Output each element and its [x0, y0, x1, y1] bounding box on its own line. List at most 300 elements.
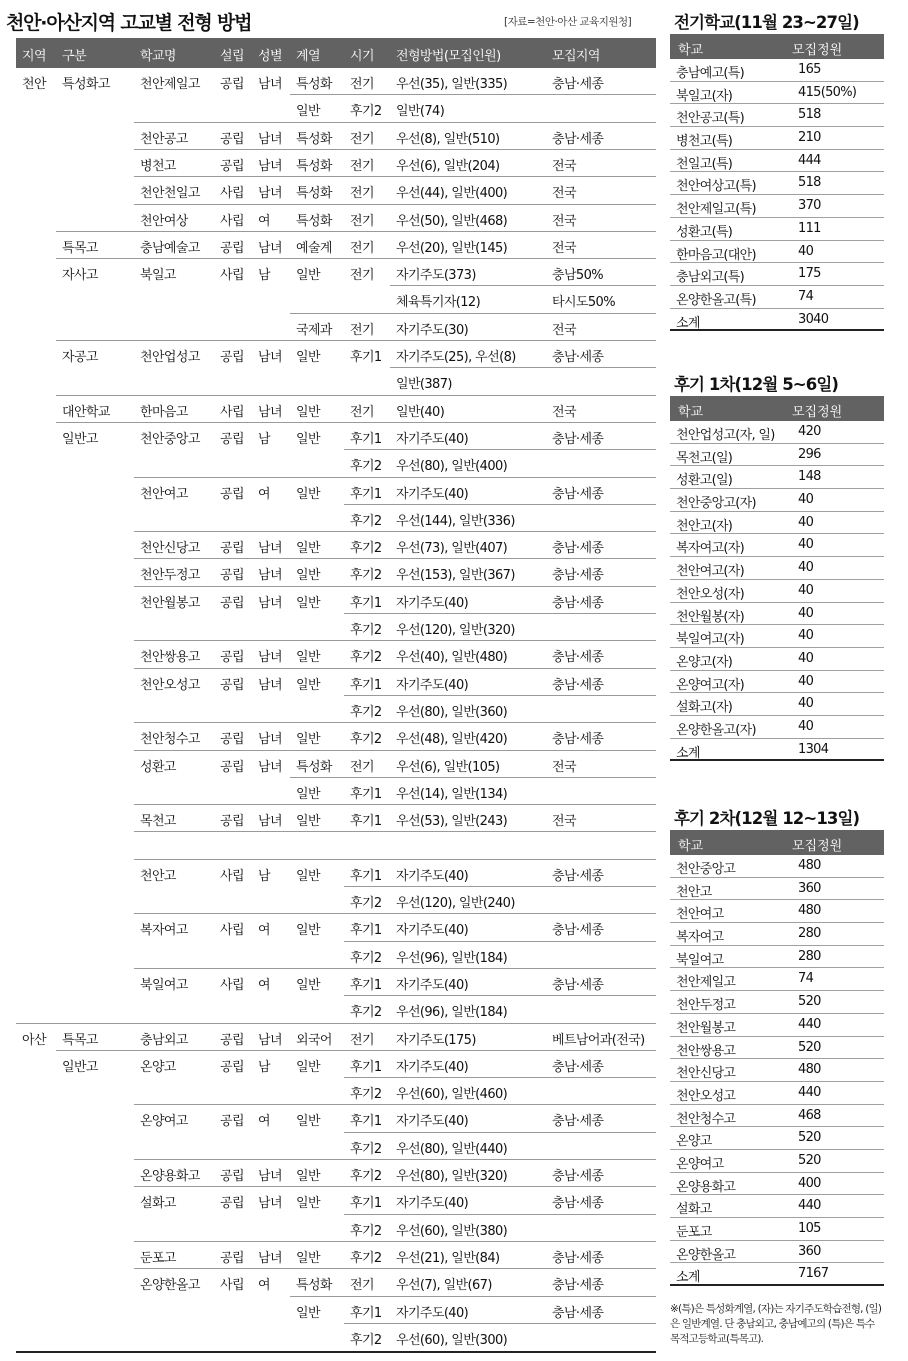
cell-period: 전기	[350, 1278, 374, 1294]
table-row	[16, 1078, 656, 1105]
side-table-row	[670, 991, 884, 1014]
cell-period: 후기1	[350, 677, 382, 693]
cell-category: 특목고	[62, 1032, 98, 1048]
side-table-row	[670, 512, 884, 535]
cell-area: 충남·세종	[552, 568, 604, 584]
cell-method: 우선(96), 일반(184)	[396, 1005, 508, 1021]
cell-school: 북일여고	[140, 977, 188, 993]
cell-method: 우선(60), 일반(380)	[396, 1223, 508, 1239]
cell-track: 일반	[296, 814, 320, 830]
cell-track: 일반	[296, 923, 320, 939]
cell-area: 충남·세종	[552, 1059, 604, 1075]
cell-period: 후기1	[350, 350, 382, 365]
side-table-row	[670, 1014, 884, 1037]
cell-track: 예술계	[296, 240, 332, 256]
cell-area: 충남·세종	[552, 541, 604, 557]
cell-track: 특성화	[296, 131, 332, 147]
cell-area: 충남·세종	[552, 1305, 604, 1321]
side-table-row	[670, 172, 884, 195]
cell-gender: 남녀	[258, 650, 282, 666]
school-name: 온양한올고	[676, 1247, 736, 1263]
cell-track: 특성화	[296, 759, 332, 775]
side-table-row	[670, 1195, 884, 1218]
cell-track: 일반	[296, 431, 320, 447]
cell-period: 후기2	[350, 1169, 382, 1184]
row-divider	[134, 1268, 656, 1269]
cell-method: 자기주도(40)	[396, 977, 469, 993]
table-row	[16, 1051, 656, 1078]
row-divider	[290, 94, 656, 95]
side-table-row	[670, 534, 884, 557]
cell-founding: 공립	[220, 77, 244, 92]
cell-founding: 공립	[220, 650, 244, 666]
side-table-row	[670, 286, 884, 309]
row-divider	[344, 941, 656, 942]
cell-area: 전국	[552, 814, 576, 830]
cell-school: 목천고	[140, 814, 176, 830]
side-table-row	[670, 648, 884, 671]
school-name: 온양용화고	[676, 1179, 736, 1195]
cell-school: 한마음고	[140, 404, 188, 420]
cell-area: 베트남어과(전국)	[552, 1032, 645, 1048]
table-row	[16, 860, 656, 887]
school-name: 천안오성고	[676, 1088, 736, 1104]
cell-gender: 여	[258, 1114, 270, 1130]
table-row	[16, 559, 656, 586]
table-row	[16, 1297, 656, 1324]
capacity-value: 280	[798, 948, 821, 964]
cell-track: 국제과	[296, 322, 332, 338]
capacity-value: 175	[798, 266, 821, 282]
row-divider	[344, 1132, 656, 1133]
school-name: 소계	[676, 315, 700, 331]
cell-track: 일반	[296, 732, 320, 748]
row-divider	[134, 968, 656, 969]
cell-method: 우선(96), 일반(184)	[396, 950, 508, 966]
capacity-value: 480	[798, 1062, 821, 1078]
cell-method: 우선(120), 일반(240)	[396, 896, 515, 911]
side-table-row	[670, 104, 884, 127]
side-table-row	[670, 739, 884, 762]
side-table-row	[670, 900, 884, 923]
row-divider	[56, 1050, 656, 1051]
school-name: 북일여고	[676, 952, 724, 968]
capacity-value: 520	[798, 1152, 821, 1168]
school-name: 온양한올고(특)	[676, 292, 756, 308]
capacity-value: 518	[798, 175, 821, 191]
cell-school: 천안여상	[140, 213, 188, 229]
cell-period: 후기1	[350, 1114, 382, 1130]
cell-period: 후기2	[350, 950, 382, 966]
cell-gender: 여	[258, 213, 270, 229]
table-row	[16, 259, 656, 286]
side-table-row	[670, 878, 884, 901]
cell-method: 자기주도(40)	[396, 431, 469, 447]
header-school: 학교	[678, 839, 704, 854]
cell-method: 우선(21), 일반(84)	[396, 1250, 500, 1266]
cell-period: 후기1	[350, 1196, 382, 1212]
cell-gender: 남녀	[258, 595, 282, 611]
cell-period: 전기	[350, 268, 374, 284]
cell-gender: 남녀	[258, 1196, 282, 1212]
cell-period: 전기	[350, 759, 374, 775]
cell-area: 충남·세종	[552, 1196, 604, 1212]
capacity-value: 1304	[798, 741, 829, 757]
cell-period: 전기	[350, 158, 374, 174]
table-row	[16, 614, 656, 641]
row-divider	[134, 1104, 656, 1105]
row-divider	[344, 504, 656, 505]
header-school: 학교명	[140, 49, 176, 64]
cell-school: 천안오성고	[140, 677, 200, 693]
capacity-value: 444	[798, 152, 821, 168]
table-row	[16, 641, 656, 668]
school-name: 천안월봉(자)	[676, 609, 745, 625]
table-row	[16, 95, 656, 122]
cell-area: 충남·세종	[552, 350, 604, 365]
cell-founding: 공립	[220, 131, 244, 147]
capacity-value: 360	[798, 1243, 821, 1259]
cell-period: 전기	[350, 186, 374, 202]
school-name: 천안신당고	[676, 1066, 736, 1082]
table-row	[16, 832, 656, 859]
school-name: 병천고(특)	[676, 134, 733, 150]
cell-track: 특성화	[296, 158, 332, 174]
cell-area: 충남·세종	[552, 1278, 604, 1294]
side-table-row	[670, 444, 884, 467]
cell-gender: 남녀	[258, 350, 282, 365]
header-category: 구분	[62, 49, 86, 64]
capacity-value: 40	[798, 696, 814, 712]
cell-school: 온양용화고	[140, 1169, 200, 1184]
cell-period: 후기2	[350, 1005, 382, 1021]
school-name: 온양여고(자)	[676, 677, 745, 693]
cell-area: 전국	[552, 186, 576, 202]
cell-school: 설화고	[140, 1196, 176, 1212]
side-table-row	[670, 1263, 884, 1286]
cell-founding: 공립	[220, 595, 244, 611]
cell-method: 자기주도(40)	[396, 923, 469, 939]
school-name: 천안중앙고	[676, 862, 736, 877]
school-name: 성환고(특)	[676, 224, 733, 240]
cell-method: 우선(50), 일반(468)	[396, 213, 508, 229]
row-divider	[344, 449, 656, 450]
table-row	[16, 450, 656, 477]
cell-founding: 사립	[220, 213, 244, 229]
cell-period: 후기2	[350, 1250, 382, 1266]
school-name: 온양한올고(자)	[676, 722, 756, 738]
cell-track: 일반	[296, 568, 320, 584]
cell-founding: 공립	[220, 486, 244, 502]
capacity-value: 440	[798, 1016, 821, 1032]
table-row	[16, 887, 656, 914]
cell-period: 전기	[350, 322, 374, 338]
side-table-row	[670, 1218, 884, 1241]
table-row	[16, 1269, 656, 1296]
cell-method: 우선(80), 일반(360)	[396, 704, 508, 720]
cell-category: 일반고	[62, 431, 98, 447]
school-name: 북일여고(자)	[676, 632, 745, 648]
capacity-value: 148	[798, 469, 821, 485]
cell-method: 자기주도(40)	[396, 1114, 469, 1130]
side-table-row	[670, 1150, 884, 1173]
row-divider	[56, 258, 656, 259]
school-name: 충남예고(특)	[676, 66, 745, 81]
row-divider	[134, 668, 656, 669]
cell-area: 전국	[552, 759, 576, 775]
cell-founding: 공립	[220, 431, 244, 447]
header-school: 학교	[678, 43, 704, 58]
school-name: 천안고(자)	[676, 518, 733, 534]
table-row	[16, 314, 656, 341]
capacity-value: 111	[798, 220, 821, 236]
page-title: 천안·아산지역 고교별 전형 방법	[6, 12, 252, 34]
row-divider	[134, 913, 656, 914]
cell-track: 특성화	[296, 186, 332, 202]
side-table-row	[670, 557, 884, 580]
cell-period: 전기	[350, 240, 374, 256]
cell-founding: 공립	[220, 240, 244, 256]
row-divider	[134, 1159, 656, 1160]
cell-track: 일반	[296, 786, 320, 802]
cell-method: 우선(48), 일반(420)	[396, 732, 508, 748]
cell-gender: 남	[258, 868, 270, 884]
row-divider	[344, 1214, 656, 1215]
capacity-value: 296	[798, 446, 821, 462]
cell-school: 천안중앙고	[140, 431, 200, 447]
cell-method: 자기주도(175)	[396, 1032, 476, 1048]
cell-founding: 공립	[220, 759, 244, 775]
capacity-value: 165	[798, 62, 821, 77]
school-name: 온양고	[676, 1134, 712, 1150]
school-name: 북일고(자)	[676, 88, 733, 104]
table-row	[16, 368, 656, 395]
capacity-value: 40	[798, 537, 814, 553]
cell-region: 아산	[22, 1032, 46, 1048]
capacity-value: 518	[798, 107, 821, 123]
cell-school: 성환고	[140, 759, 176, 775]
school-name: 천일고(특)	[676, 156, 733, 172]
header-period: 시기	[350, 49, 374, 64]
cell-method: 우선(40), 일반(480)	[396, 650, 508, 666]
cell-period: 후기2	[350, 541, 382, 557]
row-divider	[134, 1186, 656, 1187]
cell-period: 후기1	[350, 1059, 382, 1075]
cell-method: 우선(8), 일반(510)	[396, 131, 500, 147]
capacity-value: 40	[798, 673, 814, 689]
school-name: 천안여상고(특)	[676, 179, 756, 195]
side-table-row	[670, 580, 884, 603]
cell-school: 천안제일고	[140, 77, 200, 92]
capacity-value: 480	[798, 903, 821, 919]
row-divider	[344, 995, 656, 996]
cell-founding: 공립	[220, 568, 244, 584]
cell-school: 천안신당고	[140, 541, 200, 557]
table-row	[16, 969, 656, 996]
header-capacity: 모집정원	[792, 405, 843, 420]
cell-area: 충남·세종	[552, 77, 604, 92]
header-region: 지역	[22, 49, 46, 64]
cell-gender: 여	[258, 1278, 270, 1294]
row-divider	[134, 122, 656, 123]
cell-area: 타시도50%	[552, 295, 615, 311]
cell-method: 우선(80), 일반(320)	[396, 1169, 508, 1184]
cell-track: 일반	[296, 104, 320, 120]
cell-method: 자기주도(30)	[396, 322, 469, 338]
cell-track: 일반	[296, 268, 320, 284]
table-row	[16, 232, 656, 259]
cell-method: 우선(20), 일반(145)	[396, 240, 508, 256]
cell-founding: 공립	[220, 677, 244, 693]
cell-track: 일반	[296, 541, 320, 557]
cell-method: 우선(144), 일반(336)	[396, 513, 515, 529]
header-capacity: 모집정원	[792, 839, 843, 854]
school-name: 천안여고(자)	[676, 564, 745, 580]
cell-gender: 남녀	[258, 240, 282, 256]
cell-track: 특성화	[296, 213, 332, 229]
row-divider	[134, 477, 656, 478]
capacity-value: 40	[798, 650, 814, 666]
cell-track: 일반	[296, 1305, 320, 1321]
cell-method: 자기주도(40)	[396, 1305, 469, 1321]
school-name: 천안제일고(특)	[676, 202, 756, 218]
capacity-value: 520	[798, 1039, 821, 1055]
cell-method: 우선(14), 일반(134)	[396, 786, 508, 802]
row-divider	[290, 777, 656, 778]
capacity-value: 40	[798, 718, 814, 734]
table-row	[16, 1242, 656, 1269]
cell-area: 충남·세종	[552, 650, 604, 666]
cell-period: 후기2	[350, 896, 382, 911]
table-row	[16, 1215, 656, 1242]
cell-founding: 사립	[220, 868, 244, 884]
cell-gender: 남	[258, 268, 270, 284]
cell-area: 충남·세종	[552, 1250, 604, 1266]
cell-founding: 사립	[220, 1278, 244, 1294]
cell-gender: 남녀	[258, 404, 282, 420]
cell-founding: 공립	[220, 1032, 244, 1048]
cell-school: 온양한올고	[140, 1278, 200, 1294]
cell-track: 특성화	[296, 1278, 332, 1294]
cell-period: 후기2	[350, 513, 382, 529]
cell-method: 일반(387)	[396, 377, 452, 393]
cell-track: 일반	[296, 677, 320, 693]
cell-method: 우선(44), 일반(400)	[396, 186, 508, 202]
school-name: 둔포고	[676, 1225, 712, 1240]
table-header	[16, 38, 656, 68]
capacity-value: 520	[798, 994, 821, 1010]
cell-founding: 사립	[220, 404, 244, 420]
side-table-row	[670, 218, 884, 241]
table-row	[16, 286, 656, 313]
cell-method: 우선(73), 일반(407)	[396, 541, 508, 557]
cell-gender: 남녀	[258, 732, 282, 748]
cell-area: 충남·세종	[552, 1114, 604, 1130]
cell-method: 우선(53), 일반(243)	[396, 814, 508, 830]
cell-area: 충남·세종	[552, 977, 604, 993]
cell-area: 전국	[552, 213, 576, 229]
cell-school: 병천고	[140, 158, 176, 174]
row-divider	[56, 395, 656, 396]
side-table-row	[670, 421, 884, 444]
cell-method: 자기주도(40)	[396, 1059, 469, 1075]
cell-method: 우선(6), 일반(105)	[396, 759, 500, 775]
cell-area: 충남50%	[552, 268, 604, 284]
cell-school: 천안쌍용고	[140, 650, 200, 666]
school-name: 천안청수고	[676, 1111, 736, 1127]
row-divider	[390, 285, 656, 286]
side-table-row	[670, 150, 884, 173]
side-table-title: 후기 1차(12월 5~6일)	[674, 375, 838, 394]
table-row	[16, 1324, 656, 1351]
row-divider	[134, 859, 656, 860]
cell-gender: 남녀	[258, 77, 282, 92]
capacity-value: 440	[798, 1198, 821, 1214]
cell-method: 자기주도(40)	[396, 595, 469, 611]
cell-area: 전국	[552, 240, 576, 256]
cell-gender: 남녀	[258, 541, 282, 557]
capacity-value: 40	[798, 514, 814, 530]
cell-gender: 남녀	[258, 158, 282, 174]
side-table-row	[670, 1127, 884, 1150]
side-table-row	[670, 671, 884, 694]
table-row	[16, 505, 656, 532]
cell-method: 우선(153), 일반(367)	[396, 568, 515, 584]
school-name: 천안쌍용고	[676, 1043, 736, 1059]
capacity-value: 370	[798, 198, 821, 214]
cell-gender: 남녀	[258, 131, 282, 147]
cell-track: 일반	[296, 595, 320, 611]
cell-school: 북일고	[140, 268, 176, 284]
cell-gender: 여	[258, 486, 270, 502]
cell-period: 전기	[350, 213, 374, 229]
table-row	[16, 341, 656, 368]
table-row	[16, 723, 656, 750]
cell-period: 전기	[350, 1032, 374, 1048]
side-table-row	[670, 1105, 884, 1128]
capacity-value: 520	[798, 1130, 821, 1146]
side-table-row	[670, 1037, 884, 1060]
table-row	[16, 478, 656, 505]
row-divider	[344, 695, 656, 696]
cell-period: 후기1	[350, 595, 382, 611]
side-table-late2	[670, 800, 884, 1286]
side-table-row	[670, 127, 884, 150]
cell-period: 후기2	[350, 1087, 382, 1103]
cell-founding: 공립	[220, 158, 244, 174]
table-row	[16, 996, 656, 1023]
side-table-title: 후기 2차(12월 12~13일)	[674, 809, 860, 828]
source-note: [자료=천안·아산 교육지원청]	[504, 16, 632, 28]
cell-area: 충남·세종	[552, 923, 604, 939]
cell-school: 천안천일고	[140, 186, 200, 202]
cell-school: 충남외고	[140, 1032, 188, 1048]
cell-school: 천안공고	[140, 131, 188, 147]
side-table-row	[670, 923, 884, 946]
side-table-row	[670, 195, 884, 218]
cell-period: 후기1	[350, 786, 382, 802]
cell-area: 전국	[552, 322, 576, 338]
capacity-value: 480	[798, 858, 821, 873]
capacity-value: 280	[798, 926, 821, 942]
cell-track: 특성화	[296, 77, 332, 92]
school-name: 천안공고(특)	[676, 111, 745, 127]
cell-founding: 공립	[220, 732, 244, 748]
school-name: 온양여고	[676, 1156, 724, 1172]
table-row	[16, 123, 656, 150]
cell-period: 후기2	[350, 1223, 382, 1239]
cell-category: 특목고	[62, 240, 98, 256]
